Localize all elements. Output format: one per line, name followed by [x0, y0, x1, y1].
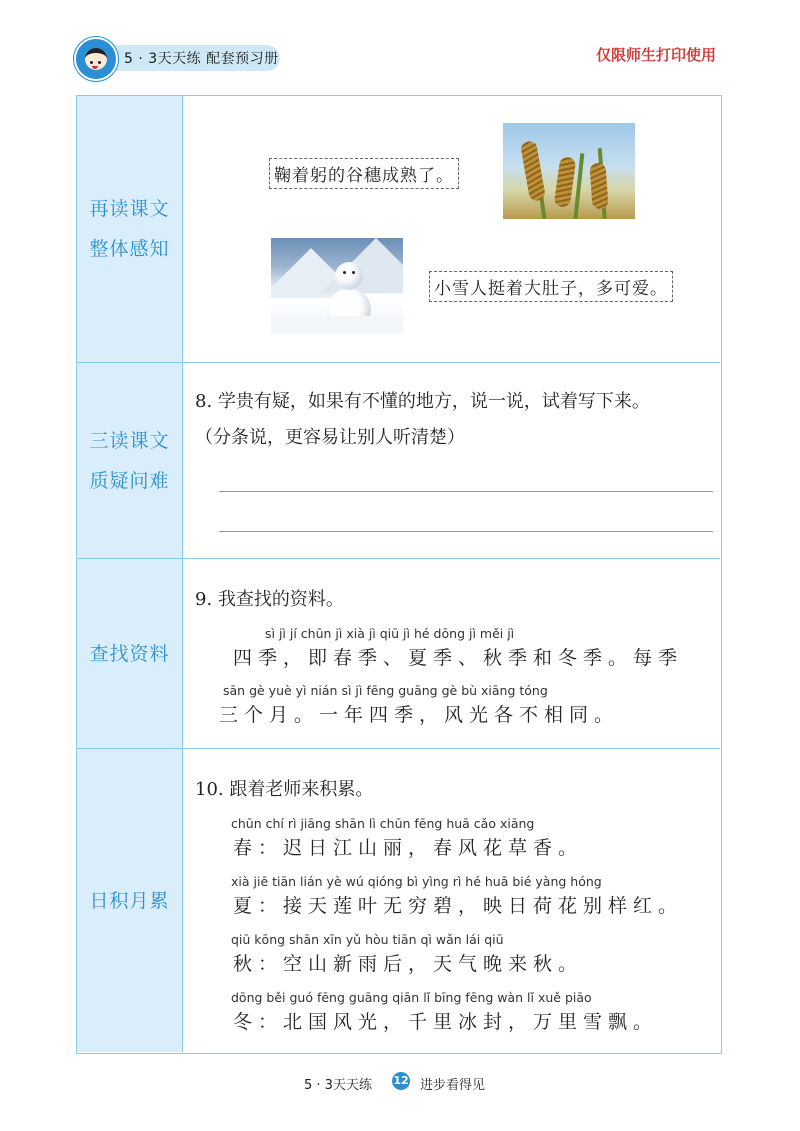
hanzi-line: 春：迟日江山丽，春风花草香。 [233, 837, 584, 859]
section-research [77, 559, 720, 749]
pinyin-line: qiū kōng shān xīn yǔ hòu tiān qì wǎn lái qiū [231, 932, 504, 947]
question-8: 8. 学贵有疑，如果有不懂的地方，说一说，试着写下来。 [195, 391, 650, 412]
question-9: 9. 我查找的资料。 [195, 589, 344, 610]
section-content [183, 96, 720, 362]
section-content [183, 749, 720, 1052]
section-label-line: 日积月累 [89, 889, 170, 912]
section-question [77, 363, 720, 559]
page-header [0, 0, 800, 90]
answer-line[interactable] [219, 531, 713, 532]
question-10: 10. 跟着老师来积累。 [195, 779, 374, 800]
section-content [183, 363, 720, 558]
section-label [77, 749, 183, 1052]
page-number: 12 [392, 1072, 410, 1090]
hanzi-line: 四季，即春季、夏季、秋季和冬季。每季 [233, 647, 684, 669]
section-label-line: 三读课文 [89, 429, 170, 452]
pinyin-line: chūn chí rì jiāng shān lì chūn fēng huā cǎo xiāng [231, 816, 535, 831]
section-label [77, 363, 183, 558]
caption-snowman: 小雪人挺着大肚子，多可爱。 [429, 271, 673, 302]
pinyin-line: sì jì jí chūn jì xià jì qiū jì hé dōng jì měi jì [265, 626, 515, 641]
worksheet-table [76, 95, 722, 1054]
section-label-line: 质疑问难 [89, 469, 170, 492]
question-8-hint: （分条说，更容易让别人听清楚） [195, 427, 465, 448]
page-footer [0, 1064, 800, 1104]
caption-millet: 鞠着躬的谷穗成熟了。 [269, 158, 459, 189]
section-reread [77, 96, 720, 363]
section-label-line: 查找资料 [89, 642, 170, 665]
answer-line[interactable] [219, 491, 713, 492]
footer-slogan: 进步看得见 [420, 1078, 486, 1093]
section-accumulate [77, 749, 720, 1052]
section-label-line: 再读课文 [89, 198, 170, 220]
section-label [77, 559, 183, 748]
section-label [77, 96, 183, 362]
millet-photo [503, 123, 635, 219]
pinyin-line: dōng běi guó fēng guāng qiān lǐ bīng fēng wàn lǐ xuě piāo [231, 990, 592, 1005]
hanzi-line: 冬：北国风光，千里冰封，万里雪飘。 [233, 1011, 659, 1033]
brand-title: 5 · 3天天练 配套预习册 [124, 51, 279, 67]
snowman-photo [271, 238, 403, 334]
pinyin-line: xià jiē tiān lián yè wú qióng bì yìng rì hé huā bié yàng hóng [231, 874, 602, 889]
hanzi-line: 秋：空山新雨后，天气晚来秋。 [233, 953, 584, 975]
footer-brand: 5 · 3天天练 [304, 1078, 372, 1093]
pinyin-line: sān gè yuè yì nián sì jì fēng guāng gè bù xiāng tóng [223, 683, 548, 698]
section-label-line: 整体感知 [89, 238, 170, 260]
hanzi-line: 夏：接天莲叶无穷碧，映日荷花别样红。 [233, 895, 684, 917]
mascot-logo-icon [74, 37, 118, 81]
usage-restriction: 仅限师生打印使用 [596, 46, 717, 64]
section-content [183, 559, 720, 748]
hanzi-line: 三个月。一年四季，风光各不相同。 [219, 704, 620, 726]
